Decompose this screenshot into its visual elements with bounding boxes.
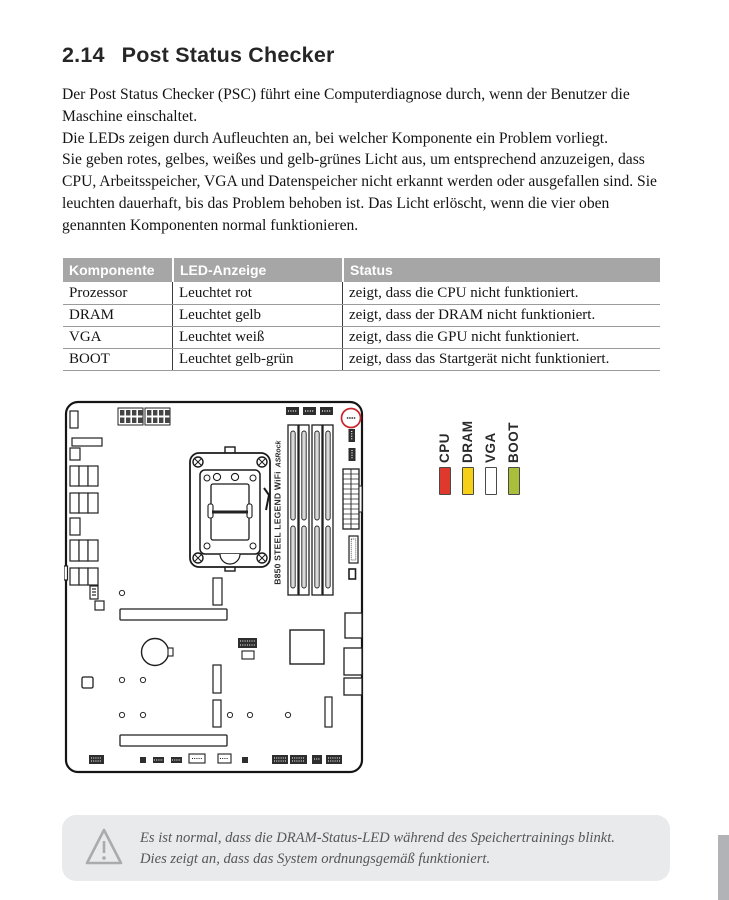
table-row	[63, 348, 660, 370]
cell-komponente: VGA	[69, 329, 102, 345]
legend-item-vga	[479, 407, 502, 495]
col-header-led-anzeige: LED-Anzeige	[172, 258, 342, 282]
note-text: Es ist normal, dass die DRAM-Status-LED während des Speichertrainings blinkt. Dies zeigt an, dass das System ordnungsgemäß funktioniert.	[140, 830, 615, 867]
motherboard-diagram	[64, 398, 366, 776]
legend-item-dram	[456, 407, 479, 495]
legend-label: DRAM	[460, 420, 475, 463]
cell-status: zeigt, dass das Startgerät nicht funktioniert.	[342, 349, 660, 370]
cell-status: zeigt, dass der DRAM nicht funktioniert.	[342, 305, 660, 326]
cpu-socket	[190, 447, 270, 571]
cell-led: Leuchtet weiß	[172, 327, 342, 348]
psc-leds-highlight	[342, 409, 361, 428]
atx-power-connector	[343, 469, 362, 529]
led-swatch	[462, 467, 474, 495]
col-header-status: Status	[342, 258, 660, 282]
cell-status: zeigt, dass die CPU nicht funktioniert.	[342, 282, 660, 304]
paragraph: Der Post Status Checker (PSC) führt eine Computerdiagnose durch, wenn der Benutzer die Maschine einschaltet.	[62, 86, 630, 125]
section-number: 2.14	[62, 43, 105, 67]
led-status-table	[63, 258, 660, 371]
cell-komponente: DRAM	[69, 307, 115, 323]
usb-c-header	[349, 569, 356, 579]
legend-label: CPU	[437, 432, 452, 463]
small-component	[82, 677, 93, 688]
led-swatch	[508, 467, 520, 495]
chipset	[290, 630, 324, 664]
cell-led: Leuchtet gelb	[172, 305, 342, 326]
col-header-komponente: Komponente	[63, 258, 172, 282]
vertical-header	[325, 697, 332, 727]
legend-label: VGA	[483, 432, 498, 463]
table-row	[63, 326, 660, 348]
table-header-row	[63, 258, 660, 282]
cell-komponente: BOOT	[69, 351, 110, 367]
led-swatch	[485, 467, 497, 495]
brand-logo-text: ASRock	[275, 440, 283, 468]
section-title: Post Status Checker	[121, 43, 335, 67]
legend-label: BOOT	[506, 422, 521, 463]
usb3-header	[349, 536, 358, 563]
board-name-text: B850 STEEL LEGEND WiFi	[272, 471, 283, 585]
cell-led: Leuchtet gelb-grün	[172, 349, 342, 370]
fan-headers	[286, 407, 333, 415]
legend-item-cpu	[433, 407, 456, 495]
table-row	[63, 282, 660, 304]
body-text	[62, 84, 674, 237]
warning-triangle-icon	[84, 826, 124, 868]
cell-led: Leuchtet rot	[172, 282, 342, 304]
legend-item-boot	[502, 407, 525, 495]
sata-ports	[344, 613, 362, 695]
note-box	[62, 815, 670, 881]
table-row	[63, 304, 660, 326]
paragraph: Die LEDs zeigen durch Aufleuchten an, bei welcher Komponente ein Problem vorliegt.	[62, 129, 609, 147]
led-swatch	[439, 467, 451, 495]
cell-status: zeigt, dass die GPU nicht funktioniert.	[342, 327, 660, 348]
paragraph: Sie geben rotes, gelbes, weißes und gelb-grünes Licht aus, um entsprechend anzuzeigen, dass CPU, Arbeitsspeicher, VGA und Datenspeicher nicht erkannt werden oder ausgefallen sind. Sie leuchten dauerhaft, bis das Problem behoben ist. Das Licht erlöscht, wenn die vier oben genannten Komponenten normal funktionieren.	[62, 151, 657, 234]
led-legend	[433, 407, 525, 495]
page-title	[62, 43, 335, 68]
cell-komponente: Prozessor	[69, 284, 128, 301]
scrollbar-thumb[interactable]	[718, 835, 729, 900]
table-body	[63, 282, 660, 371]
